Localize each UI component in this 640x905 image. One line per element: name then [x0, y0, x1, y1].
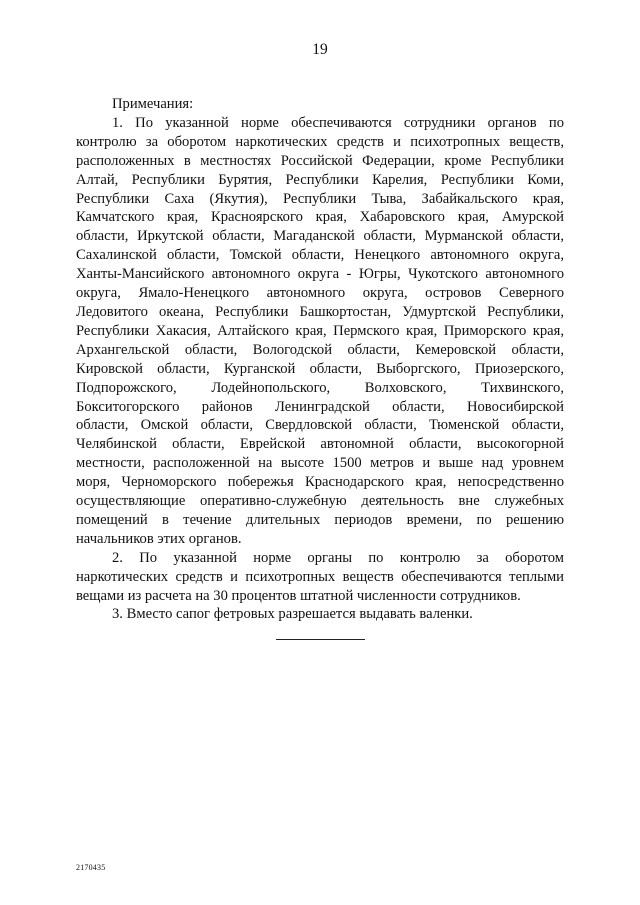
note-line: Бокситогорского районов Ленинградской области, Новосибирской: [76, 398, 564, 415]
note-line: начальников этих органов.: [76, 530, 242, 547]
note-line: Республики Хакасия, Алтайского края, Пермского края, Приморского края,: [76, 322, 564, 339]
note-line: 1. По указанной норме обеспечиваются сотрудники органов по: [112, 114, 564, 131]
note-line: Челябинской области, Еврейской автономной области, высокогорной: [76, 436, 564, 453]
note-line: 3. Вместо сапог фетровых разрешается выдавать валенки.: [112, 606, 473, 623]
note-line: местности, расположенной на высоте 1500 метров и выше над уровнем: [76, 455, 564, 472]
note-line: Ледовитого океана, Республики Башкортостан, Удмуртской Республики,: [76, 303, 564, 320]
notes-section: [76, 95, 564, 624]
note-line: 2. По указанной норме органы по контролю за оборотом: [112, 549, 564, 566]
note-line: осуществляющие оперативно-служебную деятельность вне служебных: [76, 493, 564, 510]
note-line: Алтай, Республики Бурятия, Республики Карелия, Республики Коми,: [76, 171, 564, 188]
end-rule: [276, 639, 365, 640]
notes-heading: Примечания:: [112, 96, 194, 112]
note-line: помещений в течение длительных периодов времени, по решению: [76, 511, 564, 528]
note-line: Кировской области, Курганской области, Выборгского, Приозерского,: [76, 360, 564, 377]
note-line: Архангельской области, Вологодской области, Кемеровской области,: [76, 341, 564, 358]
note-line: Камчатского края, Красноярского края, Хабаровского края, Амурской: [76, 209, 564, 226]
note-line: области, Иркутской области, Магаданской области, Мурманской области,: [76, 228, 564, 245]
page-number: 19: [312, 41, 328, 58]
note-line: Подпорожского, Лодейнопольского, Волховского, Тихвинского,: [76, 379, 564, 396]
note-3: [76, 605, 564, 624]
note-line: контролю за оборотом наркотических средств и психотропных веществ,: [76, 133, 564, 150]
note-line: Ханты-Мансийского автономного округа - Югры, Чукотского автономного: [76, 266, 564, 283]
note-2: [76, 549, 564, 606]
note-line: Сахалинской области, Томской области, Ненецкого автономного округа,: [76, 247, 564, 264]
note-line: расположенных в местностях Российской Федерации, кроме Республики: [76, 152, 564, 169]
note-line: Республики Саха (Якутия), Республики Тыва, Забайкальского края,: [76, 190, 564, 207]
note-line: округа, Ямало-Ненецкого автономного округа, островов Северного: [76, 285, 564, 302]
note-line: области, Омской области, Свердловской области, Тюменской области,: [76, 417, 564, 434]
note-1: [76, 114, 564, 549]
note-line: вещами из расчета на 30 процентов штатной численности сотрудников.: [76, 587, 521, 604]
note-line: наркотических средств и психотропных веществ обеспечиваются теплыми: [76, 568, 564, 585]
note-line: моря, Черноморского побережья Краснодарского края, непосредственно: [76, 474, 564, 491]
document-code: 2170435: [76, 863, 106, 872]
